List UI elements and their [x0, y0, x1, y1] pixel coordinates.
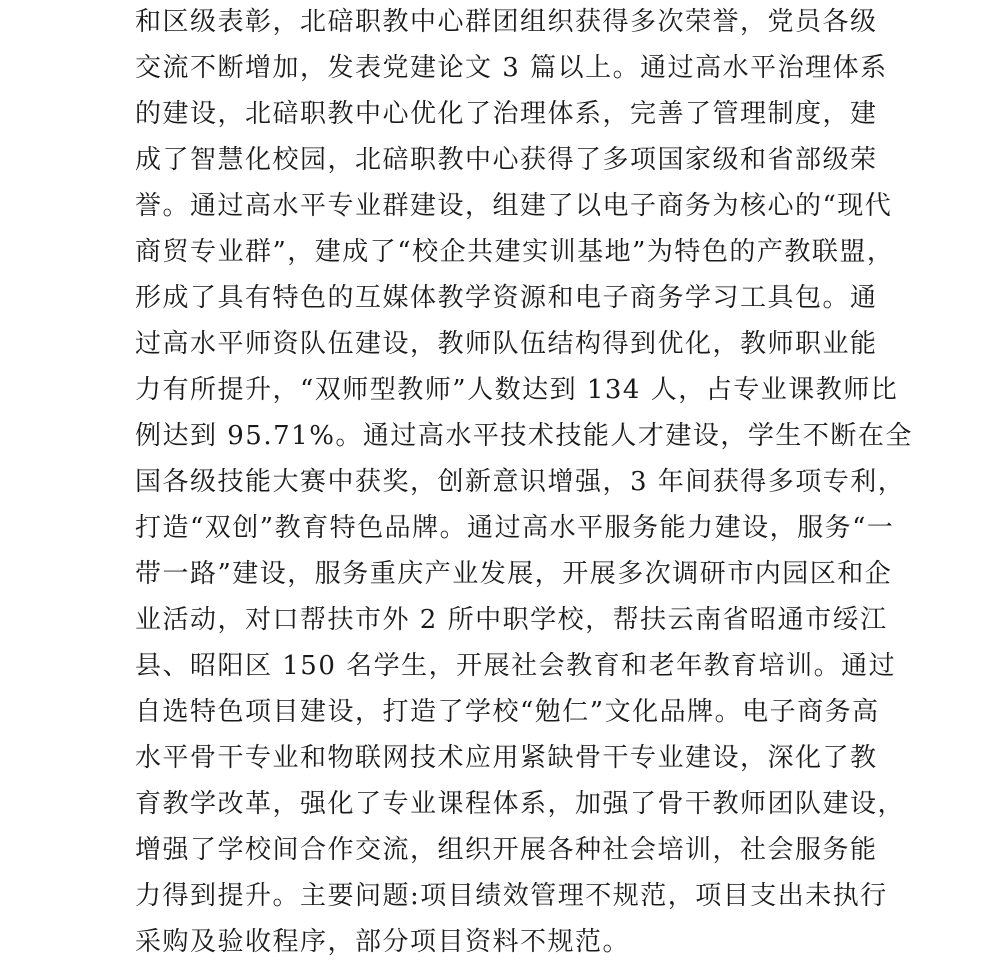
text-line: 力得到提升。主要问题:项目绩效管理不规范，项目支出未执行	[135, 881, 888, 911]
text-line: 采购及验收程序，部分项目资料不规范。	[135, 927, 631, 957]
text-line: 过高水平师资队伍建设，教师队伍结构得到优化，教师职业能	[135, 329, 878, 359]
text-line: 的建设，北碚职教中心优化了治理体系，完善了管理制度，建	[135, 99, 878, 129]
text-line: 增强了学校间合作交流，组织开展各种社会培训，社会服务能	[135, 835, 878, 865]
text-line: 例达到 95.71%。通过高水平技术技能人才建设，学生不断在全	[135, 421, 913, 451]
text-line: 打造“双创”教育特色品牌。通过高水平服务能力建设，服务“一	[135, 513, 895, 543]
text-line: 育教学改革，强化了专业课程体系，加强了骨干教师团队建设，	[135, 789, 906, 819]
text-line: 业活动，对口帮扶市外 2 所中职学校，帮扶云南省昭通市绥江	[135, 605, 888, 635]
text-line: 交流不断增加，发表党建论文 3 篇以上。通过高水平治理体系	[135, 53, 888, 83]
text-line: 水平骨干专业和物联网技术应用紧缺骨干专业建设，深化了教	[135, 743, 878, 773]
text-line: 带一路”建设，服务重庆产业发展，开展多次调研市内园区和企	[135, 559, 893, 589]
text-line: 自选特色项目建设，打造了学校“勉仁”文化品牌。电子商务高	[135, 697, 880, 727]
text-line: 力有所提升，“双师型教师”人数达到 134 人，占专业课教师比	[135, 375, 899, 405]
text-line: 县、昭阳区 150 名学生，开展社会教育和老年教育培训。通过	[135, 651, 897, 681]
text-line: 国各级技能大赛中获奖，创新意识增强，3 年间获得多项专利，	[135, 467, 906, 497]
text-line: 形成了具有特色的互媒体教学资源和电子商务学习工具包。通	[135, 283, 878, 313]
text-line: 誉。通过高水平专业群建设，组建了以电子商务为核心的“现代	[135, 191, 893, 221]
text-line: 和区级表彰，北碚职教中心群团组织获得多次荣誉，党员各级	[135, 7, 878, 37]
text-line: 成了智慧化校园，北碚职教中心获得了多项国家级和省部级荣	[135, 145, 878, 175]
text-line: 商贸专业群”，建成了“校企共建实训基地”为特色的产教联盟，	[135, 237, 895, 267]
